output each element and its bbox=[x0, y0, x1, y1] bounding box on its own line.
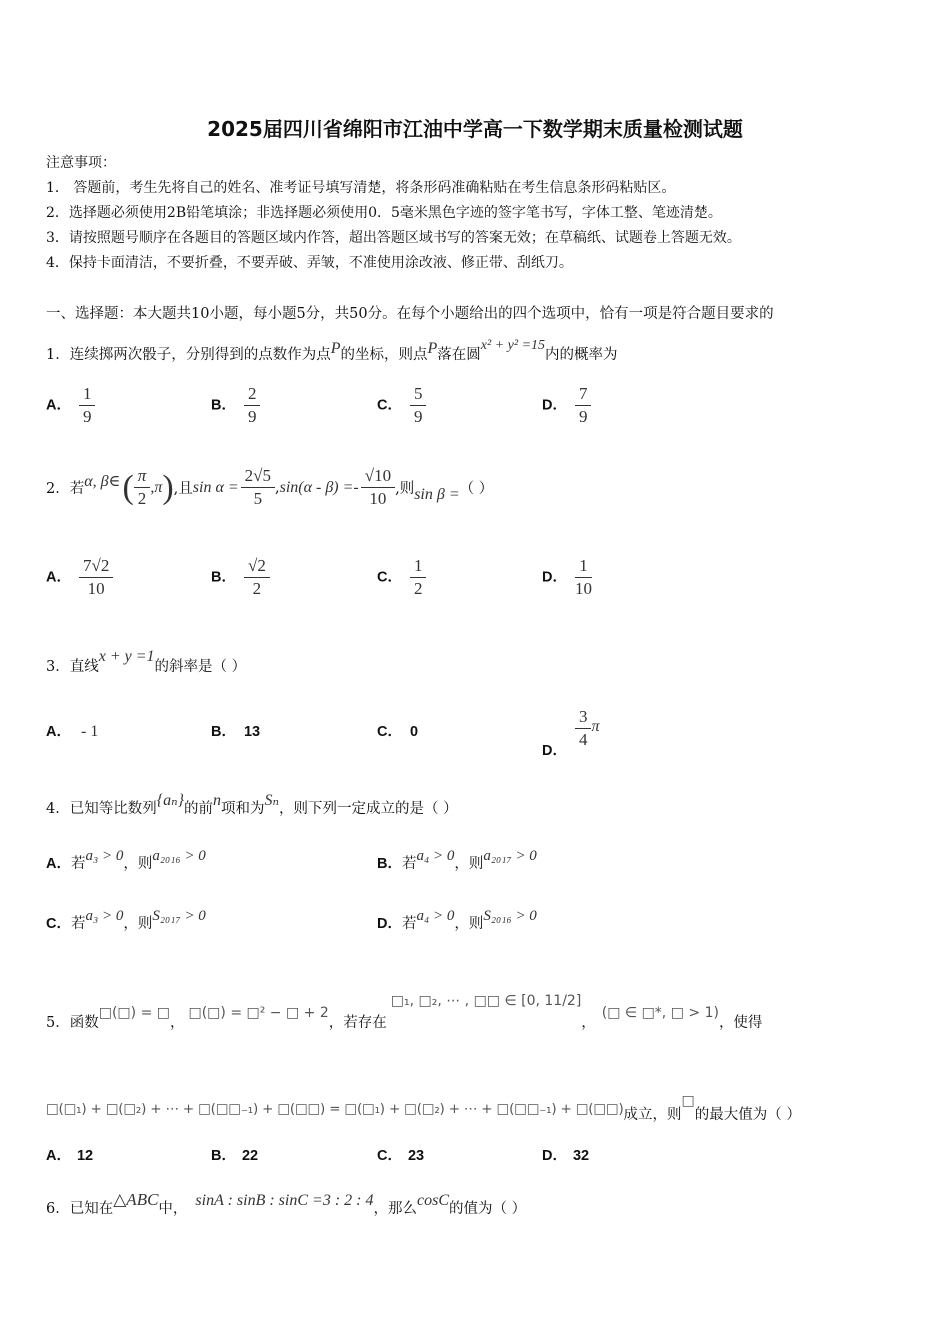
notice-item-3: 3．请按照题号顺序在各题目的答题区域内作答，超出答题区域书写的答案无效；在草稿纸、试题卷上答题无效。 bbox=[46, 230, 741, 246]
question-number: 6． bbox=[46, 1201, 70, 1217]
q2-option-a[interactable]: A． $\frac{7√2}{10}$ bbox=[46, 556, 113, 599]
q3-option-b[interactable]: B． 13 bbox=[211, 724, 261, 740]
question-6: 6．已知在△ABC中， sinA : sinB : sinC =3 : 2 : 4，那么cosC的值为（ ） bbox=[46, 1190, 527, 1217]
line-equation: x + y =1 bbox=[98, 648, 155, 665]
q3-option-c[interactable]: C． 0 bbox=[377, 724, 419, 740]
notice-heading: 注意事项： bbox=[46, 155, 116, 171]
q3-option-d[interactable]: D． $\frac{3}{4}$ π bbox=[542, 707, 600, 759]
question-3: 3．直线x + y =1的斜率是（ ） bbox=[46, 648, 247, 675]
sum-equation: □(□₁) + □(□₂) + ⋯ + □(□□₋₁) + □(□□) = □(□₁) + □(□₂) + ⋯ + □(□□₋₁) + □(□□) bbox=[46, 1101, 624, 1117]
question-number: 3． bbox=[46, 659, 70, 675]
cos-c: cosC bbox=[416, 1192, 449, 1209]
question-1: 1．连续掷两次骰子，分别得到的点数作为点P的坐标，则点P落在圆x² + y² =15内的概率为 bbox=[46, 338, 618, 363]
q4-option-b[interactable]: B．若a₄ > 0，则a₂₀₁₇ > 0 bbox=[377, 848, 537, 872]
sine-ratio: sinA : sinB : sinC =3 : 2 : 4 bbox=[195, 1192, 374, 1209]
sum-s-n: Sₙ bbox=[264, 792, 279, 809]
q1-option-d[interactable]: D． $\frac{7}{9}$ bbox=[542, 384, 591, 427]
point-p: P bbox=[427, 340, 438, 357]
question-number: 2． bbox=[46, 481, 70, 497]
x-values-range: □₁, □₂, ⋯ , □□ ∈ [0, 11/2] bbox=[390, 993, 582, 1009]
page-title: 2025届四川省绵阳市江油中学高一下数学期末质量检测试题 bbox=[207, 117, 743, 141]
q5-option-b[interactable]: B． 22 bbox=[211, 1148, 259, 1164]
q2-option-c[interactable]: C． $\frac{1}{2}$ bbox=[377, 556, 426, 599]
sin-alpha: sin α = bbox=[192, 478, 239, 496]
q4-option-a[interactable]: A．若a₃ > 0，则a₂₀₁₆ > 0 bbox=[46, 848, 206, 872]
question-2: 2． 若 α, β∈ ( $\frac{\pi}{2}$ ,π ) ,且 sin α = $\frac{2√5}{5}$ , sin(α - β) =- $\frac{√10}{10}$ ,则 sin β = （ ） bbox=[46, 466, 494, 508]
question-number: 5． bbox=[46, 1015, 70, 1031]
notice-item-4: 4．保持卡面清洁，不要折叠，不要弄破、弄皱，不准使用涂改液、修正带、刮纸刀。 bbox=[46, 255, 573, 271]
q2-option-d[interactable]: D． $\frac{1}{10}$ bbox=[542, 556, 592, 598]
q1-option-a[interactable]: A． $\frac{1}{9}$ bbox=[46, 384, 95, 427]
sequence-a-n: {aₙ} bbox=[156, 792, 185, 809]
q5-option-d[interactable]: D． 32 bbox=[542, 1148, 590, 1164]
n-condition: (□ ∈ □*, □ > 1) bbox=[601, 1005, 719, 1021]
condition-alpha-beta: α, β∈ bbox=[84, 472, 121, 490]
function-g: □(□) = □² − □ + 2 bbox=[188, 1005, 329, 1021]
sin-beta: sin β = bbox=[414, 485, 460, 503]
function-f: □(□) = □ bbox=[98, 1005, 170, 1021]
question-5: 5．函数□(□) = □，□(□) = □² − □ + 2，若存在□₁, □₂, ⋯ , □□ ∈ [0, 11/2]，(□ ∈ □*, □ > 1)，使得 bbox=[46, 993, 763, 1031]
q2-option-b[interactable]: B． $\frac{√2}{2}$ bbox=[211, 556, 270, 599]
question-4: 4．已知等比数列{aₙ}的前n项和为Sₙ，则下列一定成立的是（ ） bbox=[46, 792, 458, 817]
q4-option-c[interactable]: C．若a₃ > 0，则S₂₀₁₇ > 0 bbox=[46, 908, 206, 932]
question-number: 1． bbox=[46, 347, 70, 363]
q1-option-c[interactable]: C． $\frac{5}{9}$ bbox=[377, 384, 426, 427]
triangle-abc: △ABC bbox=[113, 1190, 159, 1209]
q5-equation-line: □(□₁) + □(□₂) + ⋯ + □(□□₋₁) + □(□□) = □(□₁) + □(□₂) + ⋯ + □(□□₋₁) + □(□□)成立，则□的最大值为（ ） bbox=[46, 1093, 801, 1123]
section-1-heading: 一、选择题：本大题共10小题，每小题5分，共50分。在每个小题给出的四个选项中，恰有一项是符合题目要求的 bbox=[46, 306, 774, 322]
circle-equation: x² + y² =15 bbox=[480, 338, 546, 353]
q5-option-c[interactable]: C． 23 bbox=[377, 1148, 425, 1164]
notice-item-1: 1． 答题前，考生先将自己的姓名、准考证号填写清楚，将条形码准确粘贴在考生信息条形码粘贴区。 bbox=[46, 180, 676, 196]
notice-item-2: 2．选择题必须使用2B铅笔填涂；非选择题必须使用0．5毫米黑色字迹的签字笔书写，字体工整、笔迹清楚。 bbox=[46, 205, 722, 221]
q1-option-b[interactable]: B． $\frac{2}{9}$ bbox=[211, 384, 260, 427]
q5-option-a[interactable]: A． 12 bbox=[46, 1148, 94, 1164]
q4-option-d[interactable]: D．若a₄ > 0，则S₂₀₁₆ > 0 bbox=[377, 908, 537, 932]
sin-alpha-minus-beta: sin(α - β) =- bbox=[279, 478, 359, 496]
q3-option-a[interactable]: A． - 1 bbox=[46, 723, 99, 740]
point-p: P bbox=[330, 340, 341, 357]
question-number: 4． bbox=[46, 801, 70, 817]
